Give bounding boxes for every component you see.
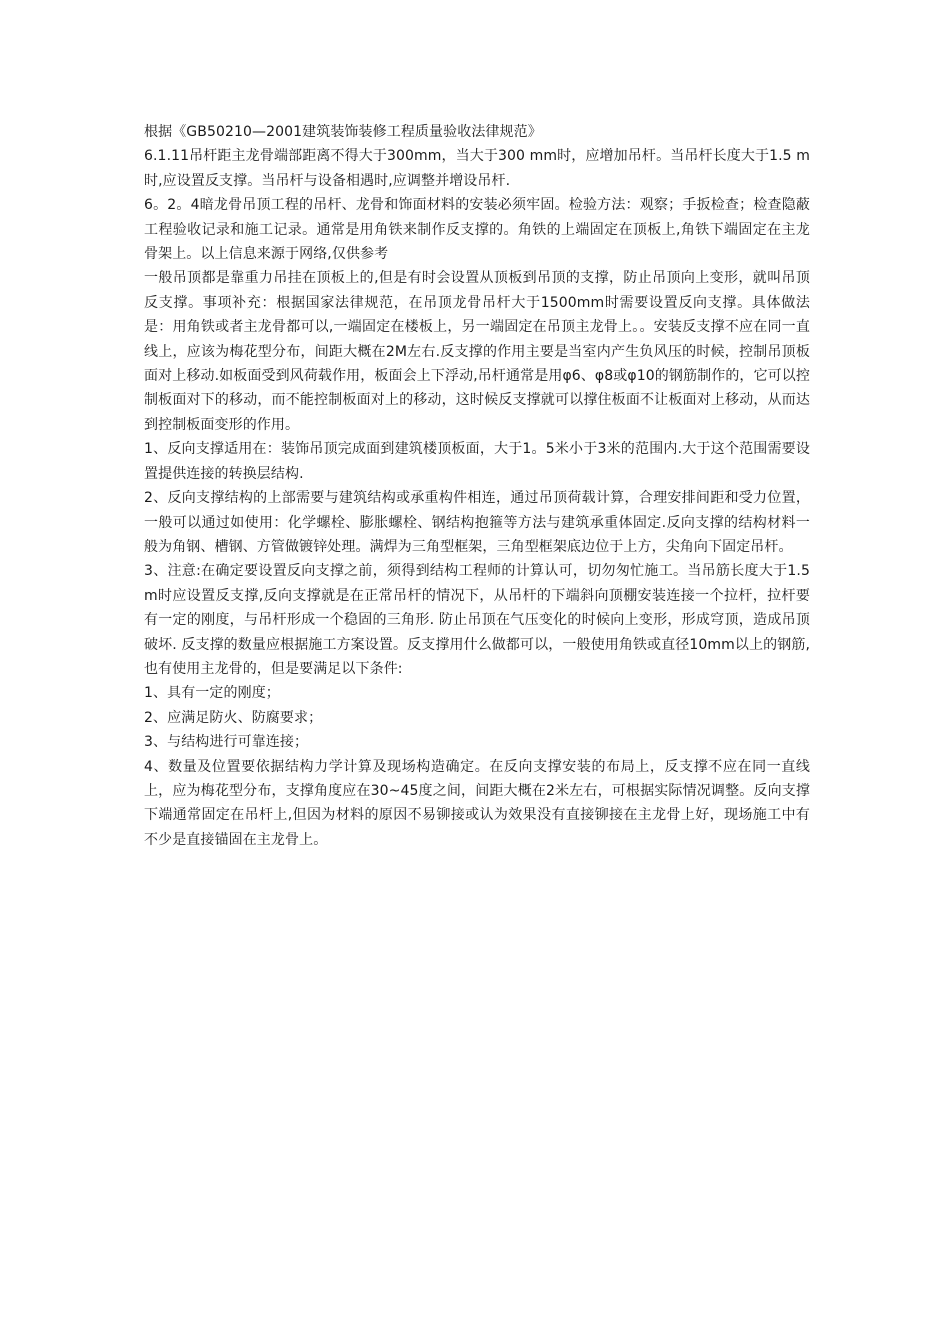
- paragraph-clause-6-1-11: 6.1.11吊杆距主龙骨端部距离不得大于300mm，当大于300 mm时，应增加吊杆。当吊杆长度大于1.5 m时,应设置反支撑。当吊杆与设备相遇时,应调整并增设吊杆.: [144, 148, 810, 189]
- paragraph-condition-1: 1、具有一定的刚度；: [144, 685, 280, 702]
- document-body: [144, 120, 810, 852]
- paragraph-clause-6-2-4: 6。2。4暗龙骨吊顶工程的吊杆、龙骨和饰面材料的安装必须牢固。检验方法：观察；手扳检查；检查隐蔽工程验收记录和施工记录。通常是用角铁来制作反支撑的。角铁的上端固定在顶板上,角铁下端固定在主龙骨架上。以上信息来源于网络,仅供参考: [144, 197, 810, 263]
- paragraph-condition-4: 4、数量及位置要依据结构力学计算及现场构造确定。在反向支撑安装的布局上，反支撑不应在同一直线上，应为梅花型分布，支撑角度应在30~45度之间，间距大概在2米左右，可根据实际情况调整。反向支撑下端通常固定在吊杆上,但因为材料的原因不易铆接或认为效果没有直接铆接在主龙骨上好，现场施工中有不少是直接锚固在主龙骨上。: [144, 758, 810, 848]
- paragraph-item-1-applicability: 1、反向支撑适用在：装饰吊顶完成面到建筑楼顶板面，大于1。5米小于3米的范围内.大于这个范围需要设置提供连接的转换层结构.: [144, 441, 810, 482]
- paragraph-condition-3: 3、与结构进行可靠连接；: [144, 734, 309, 751]
- paragraph-general-explanation: 一般吊顶都是靠重力吊挂在顶板上的,但是有时会设置从顶板到吊顶的支撑，防止吊顶向上变形，就叫吊顶反支撑。事项补充：根据国家法律规范，在吊顶龙骨吊杆大于1500mm时需要设置反向支撑。具体做法是：用角铁或者主龙骨都可以,一端固定在楼板上，另一端固定在吊顶主龙骨上。。安装反支撑不应在同一直线上，应该为梅花型分布，间距大概在2M左右.反支撑的作用主要是当室内产生负风压的时候，控制吊顶板面对上移动.如板面受到风荷载作用，板面会上下浮动,吊杆通常是用φ6、φ8或φ10的钢筋制作的，它可以控制板面对下的移动，而不能控制板面对上的移动，这时候反支撑就可以撑住板面不让板面对上移动，从而达到控制板面变形的作用。: [144, 270, 810, 433]
- paragraph-condition-2: 2、应满足防火、防腐要求；: [144, 709, 323, 726]
- paragraph-item-3-notes: 3、注意:在确定要设置反向支撑之前，须得到结构工程师的计算认可，切勿匆忙施工。当吊筋长度大于1.5m时应设置反支撑,反向支撑就是在正常吊杆的情况下，从吊杆的下端斜向顶棚安装连接一个拉杆，拉杆要有一定的刚度，与吊杆形成一个稳固的三角形. 防止吊顶在气压变化的时候向上变形，形成穹顶，造成吊顶破坏. 反支撑的数量应根据施工方案设置。反支撑用什么做都可以，一般使用角铁或直径10mm以上的钢筋,也有使用主龙骨的，但是要满足以下条件:: [144, 563, 810, 677]
- paragraph-item-2-structure: 2、反向支撑结构的上部需要与建筑结构或承重构件相连，通过吊顶荷载计算，合理安排间距和受力位置，一般可以通过如使用：化学螺栓、膨胀螺栓、钢结构抱箍等方法与建筑承重体固定.反向支撑的结构材料一般为角钢、槽钢、方管做镀锌处理。满焊为三角型框架，三角型框架底边位于上方，尖角向下固定吊杆。: [144, 490, 810, 555]
- paragraph-standard-reference: 根据《GB50210—2001建筑装饰装修工程质量验收法律规范》: [144, 124, 542, 140]
